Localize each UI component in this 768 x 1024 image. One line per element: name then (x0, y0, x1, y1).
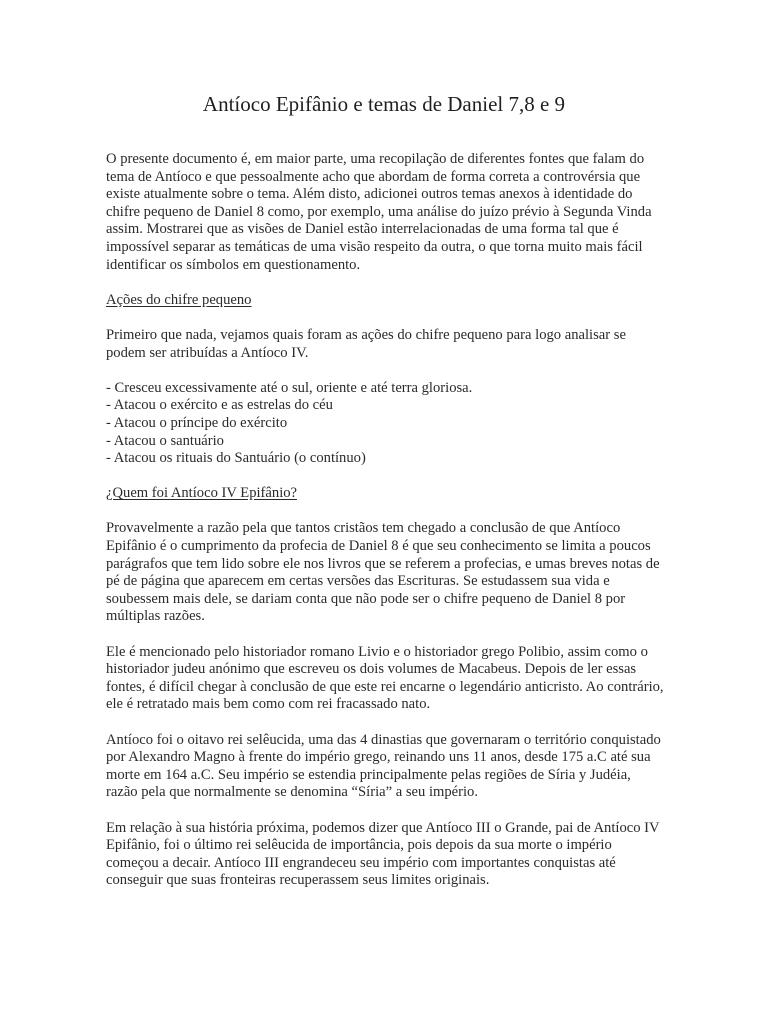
list-item: - Cresceu excessivamente até o sul, oriente e até terra gloriosa. (106, 379, 473, 396)
document-body (106, 151, 666, 908)
section1-paragraph: Primeiro que nada, vejamos quais foram as ações do chifre pequeno para logo analisar se podem ser atribuídas a Antíoco IV. (106, 326, 626, 361)
section2-paragraph-2: Ele é mencionado pelo historiador romano Livio e o historiador grego Polibio, assim como o historiador judeu anónimo que escreveu os dois volumes de Macabeus. Depois de ler essas fontes, é difícil chegar à conclusão de que este rei encarne o legendário anticristo. Ao contrário, ele é retratado mais bem como com rei fracassado nato. (106, 643, 664, 713)
list-item: - Atacou o exército e as estrelas do céu (106, 397, 333, 414)
section2-paragraph-3: Antíoco foi o oitavo rei selêucida, uma das 4 dinastias que governaram o território conquistado por Alexandro Magno à frente do império grego, reinando uns 11 anos, desde 175 a.C até sua morte em 164 a.C. Seu império se estendia principalmente pelas regiões de Síria y Judéia, razão pela que normalmente se denomina “Síria” a seu império. (106, 731, 661, 801)
list-item: - Atacou o santuário (106, 432, 224, 449)
section2-paragraph-1: Provavelmente a razão pela que tantos cristãos tem chegado a conclusão de que Antíoco Epifânio é o cumprimento da profecia de Daniel 8 é que seu conhecimento se limita a poucos parágrafos que tem lido sobre ele nos livros que se referem a profecias, e umas breves notas de pé de página que aparecem em certas versões das Escrituras. Se estudassem sua vida e soubessem mais dele, se dariam conta que não pode ser o chifre pequeno de Daniel 8 por múltiplas razões. (106, 520, 660, 625)
small-horn-actions-list (106, 380, 666, 468)
section-heading-small-horn-actions: Ações do chifre pequeno (106, 291, 252, 308)
list-item: - Atacou os rituais do Santuário (o contínuo) (106, 450, 366, 467)
section2-paragraph-4: Em relação à sua história próxima, podemos dizer que Antíoco III o Grande, pai de Antíoco IV Epifânio, foi o último rei selêucida de importância, pois depois da sua morte o império começou a decair. Antíoco III engrandeceu seu império com importantes conquistas até conseguir que suas fronteiras recuperassem seus limites originais. (106, 819, 660, 889)
document-title: Antíoco Epifânio e temas de Daniel 7,8 e 9 (202, 92, 566, 116)
list-item: - Atacou o príncipe do exército (106, 414, 288, 431)
section-heading-who-was-antiochus: ¿Quem foi Antíoco IV Epifânio? (106, 485, 298, 502)
intro-paragraph: O presente documento é, em maior parte, uma recopilação de diferentes fontes que falam do tema de Antíoco e que pessoalmente acho que abordam de forma correta a controvérsia que existe atualmente sobre o tema. Além disto, adicionei outros temas anexos à identidade do chifre pequeno de Daniel 8 como, por exemplo, uma análise do juízo prévio à Segunda Vinda assim. Mostrarei que as visões de Daniel estão interrelacionadas de uma forma tal que é impossível separar as temáticas de uma visão respeito da outra, o que torna muito mais fácil identificar os símbolos em questionamento. (106, 151, 652, 273)
